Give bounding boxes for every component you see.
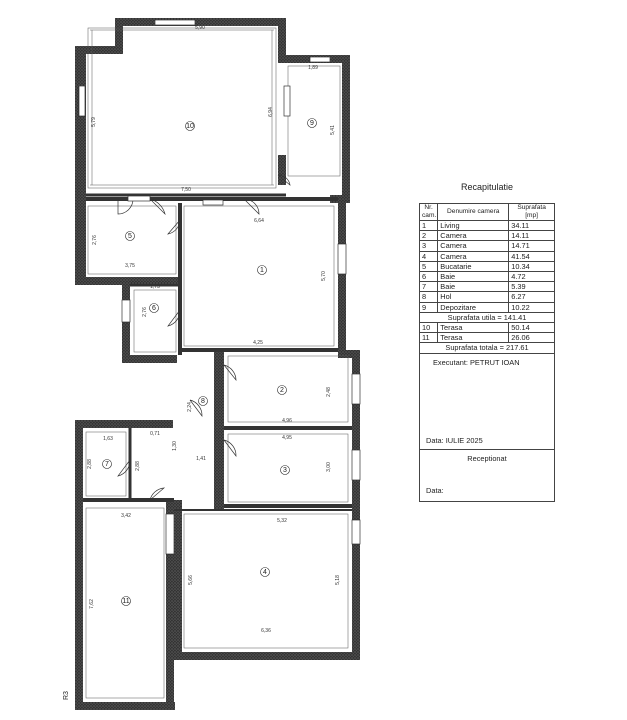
recap-title: Recapitulatie (460, 182, 514, 192)
dim-label: 3,00 (326, 462, 332, 472)
recap-cell-nr: 6 (420, 272, 438, 282)
dim-label: 1,30 (172, 441, 178, 451)
room-number-10: 10 (186, 122, 194, 130)
recap-cell-area: 10.22 (509, 302, 555, 312)
room-label-2 (278, 386, 287, 395)
room-number-4: 4 (263, 568, 267, 576)
dim-label: 5,66 (188, 575, 194, 585)
recap-panel (419, 182, 555, 502)
recap-cell-name: Hol (438, 292, 509, 302)
dim-label: 7,50 (181, 187, 191, 193)
header-nr: Nr. cam. (420, 204, 438, 221)
total-area-row (420, 343, 555, 353)
dim-label: 2,76 (142, 307, 148, 317)
receptionat-date-label: Data: (426, 485, 444, 495)
room-label-4 (261, 568, 270, 577)
recap-cell-area: 26.06 (509, 333, 555, 343)
room-number-8: 8 (201, 397, 205, 405)
dim-label: 4,96 (282, 418, 292, 424)
room-rows (420, 221, 555, 313)
recap-cell-nr: 3 (420, 241, 438, 251)
recap-row (420, 333, 555, 343)
total-area: Suprafata totala = 217.61 (420, 343, 555, 353)
recap-row (420, 261, 555, 271)
dim-label: 6,36 (261, 628, 271, 634)
room-number-3: 3 (283, 466, 287, 474)
recap-row (420, 231, 555, 241)
room-number-11: 11 (122, 597, 130, 605)
dim-label: 5,90 (195, 25, 205, 31)
room-label-1 (258, 266, 267, 275)
recap-row (420, 323, 555, 333)
recap-cell-nr: 9 (420, 302, 438, 312)
recap-cell-area: 14.71 (509, 241, 555, 251)
room-number-2: 2 (280, 386, 284, 394)
recap-cell-area: 50.14 (509, 323, 555, 333)
executant-label: Executant: PETRUT IOAN (433, 357, 520, 367)
recap-cell-name: Baie (438, 272, 509, 282)
recap-cell-area: 10.34 (509, 261, 555, 271)
dim-label: 2,24 (187, 402, 193, 412)
dim-label: 6,94 (268, 107, 274, 117)
recap-cell-name: Camera (438, 251, 509, 261)
recap-cell-area: 41.54 (509, 251, 555, 261)
recap-signature-block (419, 354, 555, 502)
dim-label: 3,42 (121, 513, 131, 519)
room-number-9: 9 (310, 119, 314, 127)
recap-cell-nr: 8 (420, 292, 438, 302)
dim-label: 2,48 (326, 387, 332, 397)
executant-box (420, 354, 554, 450)
recap-cell-nr: 5 (420, 261, 438, 271)
date-label: Data: IULIE 2025 (426, 435, 483, 445)
dim-label: 1,63 (103, 436, 113, 442)
recap-table (419, 203, 555, 354)
useful-area: Suprafata utila = 141.41 (420, 312, 555, 322)
recap-cell-name: Camera (438, 231, 509, 241)
recap-cell-area: 34.11 (509, 221, 555, 231)
room-label-8 (199, 397, 208, 406)
recap-row (420, 282, 555, 292)
dim-label: 4,95 (282, 435, 292, 441)
recap-row (420, 292, 555, 302)
dim-label: 5,70 (321, 271, 327, 281)
recap-row (420, 241, 555, 251)
recap-cell-name: Bucatarie (438, 261, 509, 271)
room-label-6 (150, 304, 159, 313)
recap-cell-name: Camera (438, 241, 509, 251)
recap-cell-name: Living (438, 221, 509, 231)
recap-cell-name: Depozitare (438, 302, 509, 312)
dim-label: 2,88 (135, 461, 141, 471)
dim-label: 1,89 (308, 65, 318, 71)
dim-label: 5,79 (91, 117, 97, 127)
room-label-7 (103, 460, 112, 469)
dim-label: 1,73 (150, 284, 160, 290)
recap-row (420, 272, 555, 282)
receptionat-box (420, 450, 554, 501)
recap-cell-area: 5.39 (509, 282, 555, 292)
terrace-rows (420, 323, 555, 343)
recap-cell-name: Baie (438, 282, 509, 292)
dim-label: 0,71 (150, 431, 160, 437)
recap-header-row (420, 204, 555, 221)
recap-cell-nr: 11 (420, 333, 438, 343)
dim-label: 5,32 (277, 518, 287, 524)
room-label-11 (122, 597, 131, 606)
recap-cell-nr: 7 (420, 282, 438, 292)
recap-cell-name: Terasa (438, 333, 509, 343)
dim-label: 3,75 (125, 263, 135, 269)
room-number-1: 1 (260, 266, 264, 274)
walls (75, 18, 360, 710)
recap-cell-nr: 2 (420, 231, 438, 241)
room-label-5 (126, 232, 135, 241)
room-label-9 (308, 119, 317, 128)
dim-label: 5,41 (330, 125, 336, 135)
dim-label: 5,18 (335, 575, 341, 585)
corner-watermark: R3 (63, 691, 70, 700)
room-number-5: 5 (128, 232, 132, 240)
recap-row (420, 302, 555, 312)
recap-cell-nr: 10 (420, 323, 438, 333)
header-area: Suprafata [mp] (509, 204, 555, 221)
useful-area-row (420, 312, 555, 322)
dim-label: 6,64 (254, 218, 264, 224)
recap-cell-nr: 4 (420, 251, 438, 261)
recap-row (420, 251, 555, 261)
room-number-6: 6 (152, 304, 156, 312)
dim-label: 2,76 (92, 235, 98, 245)
doors (118, 175, 290, 500)
recap-cell-area: 14.11 (509, 231, 555, 241)
room-label-10 (186, 122, 195, 131)
recap-cell-area: 6.27 (509, 292, 555, 302)
dim-label: 4,25 (253, 340, 263, 346)
dim-label: 7,62 (89, 599, 95, 609)
room-label-3 (281, 466, 290, 475)
recap-cell-area: 4.72 (509, 272, 555, 282)
receptionat-label: Receptionat (467, 453, 507, 463)
room-number-7: 7 (105, 460, 109, 468)
dim-label: 1,41 (196, 456, 206, 462)
recap-row (420, 221, 555, 231)
recap-cell-name: Terasa (438, 323, 509, 333)
recap-cell-nr: 1 (420, 221, 438, 231)
dim-label: 2,88 (87, 459, 93, 469)
header-name: Denumire camera (438, 204, 509, 221)
